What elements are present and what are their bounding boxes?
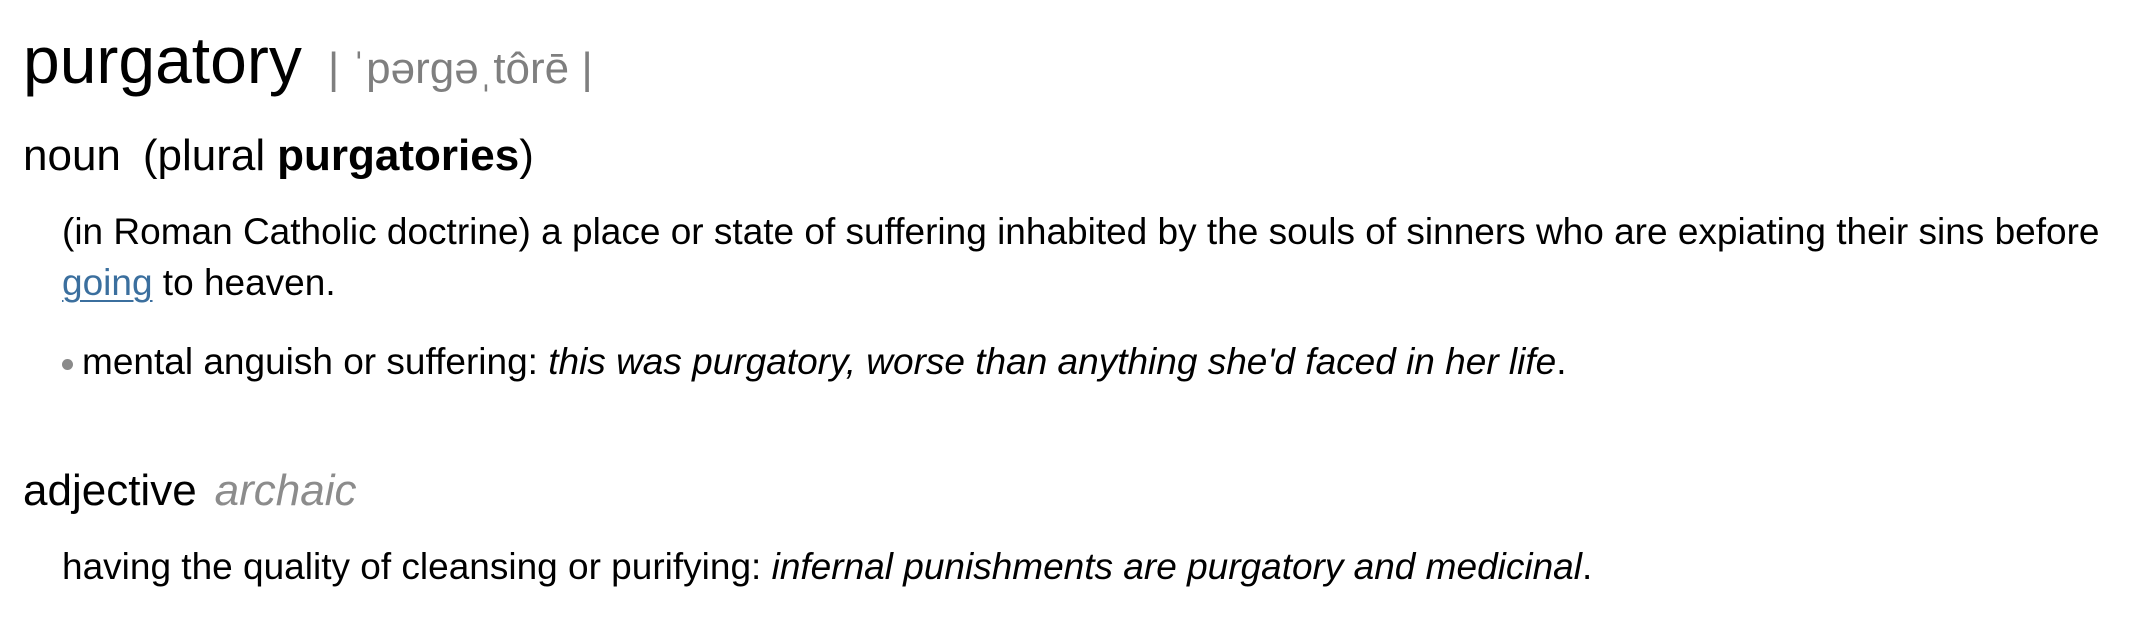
register-label: archaic — [214, 466, 357, 515]
pronunciation: | ˈpərɡəˌtôrē | — [327, 44, 593, 93]
part-of-speech-adjective: adjective — [23, 466, 197, 515]
adjective-sense-1-definition: having the quality of cleansing or purifying: — [62, 546, 772, 587]
adjective-sense-1 — [62, 541, 1592, 592]
adjective-sense-1-example: infernal punishments are purgatory and medicinal — [771, 546, 1582, 587]
noun-sense-2-example: this was purgatory, worse than anything she'd faced in her life — [548, 341, 1557, 382]
noun-header — [23, 128, 534, 184]
part-of-speech-noun: noun — [23, 131, 121, 180]
noun-sense-2-end: . — [1556, 341, 1567, 382]
headword-line — [23, 20, 593, 100]
noun-sense-1 — [62, 206, 2122, 308]
headword: purgatory — [23, 23, 302, 97]
noun-sense-2 — [62, 336, 1567, 387]
adjective-header — [23, 463, 357, 519]
noun-sense-2-definition: mental anguish or suffering: — [82, 341, 549, 382]
link-going[interactable]: going — [62, 262, 153, 303]
bullet-icon — [62, 359, 73, 370]
plural-close: ) — [519, 131, 534, 180]
plural-label: (plural — [142, 131, 266, 180]
adjective-sense-1-end: . — [1581, 546, 1593, 587]
noun-sense-1-tail: to heaven. — [152, 262, 336, 303]
noun-sense-1-text: (in Roman Catholic doctrine) a place or state of suffering inhabited by the souls of sinners who are expiating their sins before — [62, 211, 2100, 252]
plural-form: purgatories — [277, 131, 520, 180]
